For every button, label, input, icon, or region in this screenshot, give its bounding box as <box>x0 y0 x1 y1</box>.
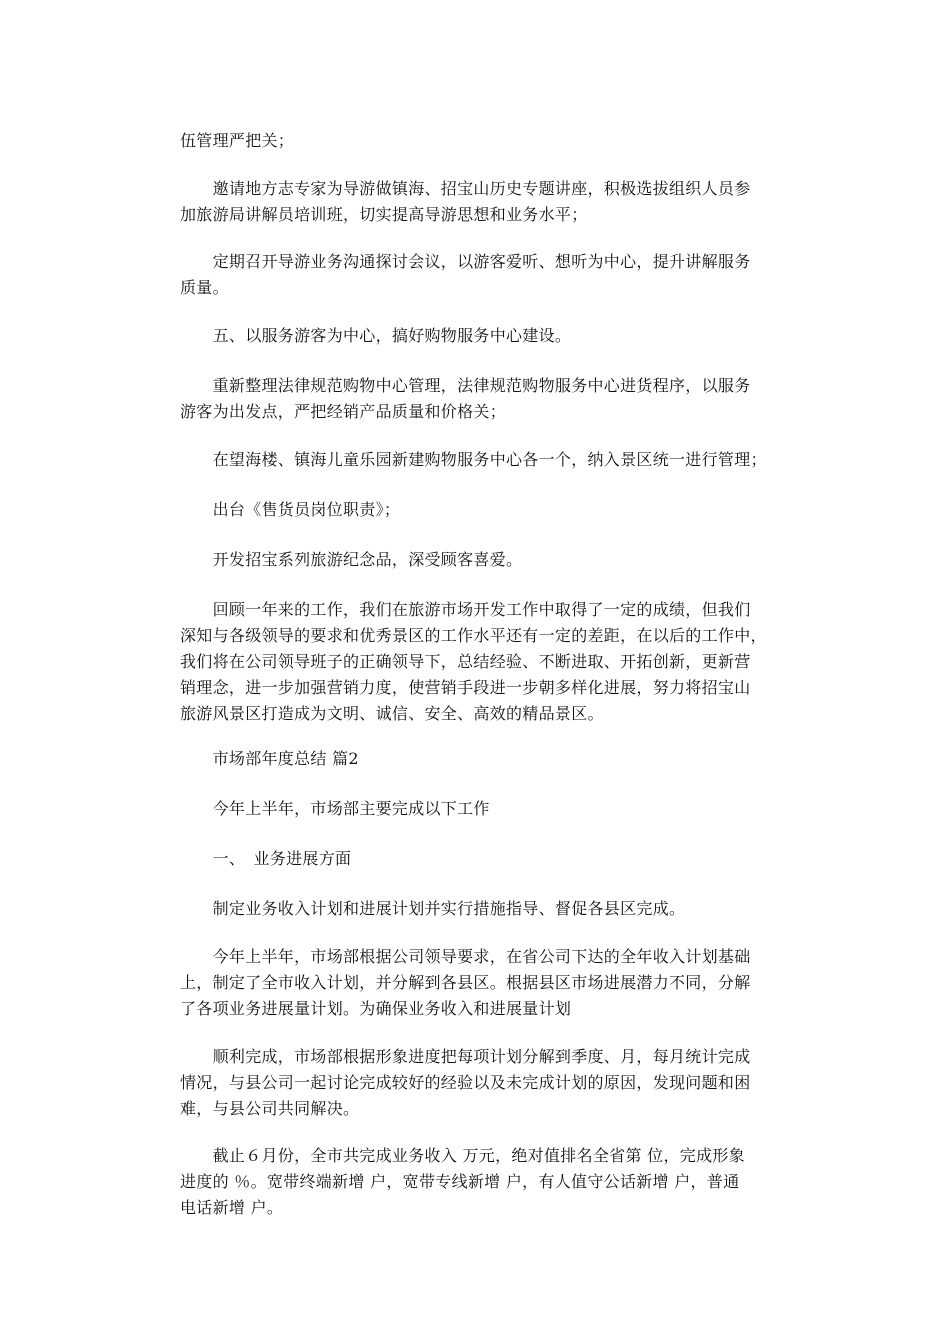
paragraph-8 <box>180 547 780 573</box>
text-line: 重新整理法律规范购物中心管理，法律规范购物服务中心进货程序，以服务 <box>180 376 751 395</box>
paragraph-9 <box>180 597 780 727</box>
text-line: 深知与各级领导的要求和优秀景区的工作水平还有一定的差距，在以后的工作中， <box>180 626 767 645</box>
text-line: 我们将在公司领导班子的正确领导下，总结经验、不断进取、开拓创新，更新营 <box>180 652 751 671</box>
text-line: 难，与县公司共同解决。 <box>180 1099 360 1118</box>
paragraph-6 <box>180 447 780 473</box>
text-line: 了各项业务进展量计划。为确保业务收入和进展量计划 <box>180 999 572 1018</box>
paragraph-16 <box>180 1143 780 1221</box>
section-heading-5 <box>180 323 780 349</box>
text-line: 出台《售货员岗位职责》； <box>180 500 401 519</box>
text-line: 回顾一年来的工作，我们在旅游市场开发工作中取得了一定的成绩，但我们 <box>180 600 751 619</box>
text-line: 上，制定了全市收入计划，并分解到各县区。根据县区市场进展潜力不同，分解 <box>180 973 751 992</box>
section-title <box>180 746 780 772</box>
text-line: 今年上半年，市场部主要完成以下工作 <box>180 799 490 818</box>
paragraph-3 <box>180 249 780 301</box>
paragraph-5 <box>180 373 780 425</box>
text-line: 邀请地方志专家为导游做镇海、招宝山历史专题讲座，积极选拔组织人员参 <box>180 179 751 198</box>
text-line: 市场部年度总结 篇2 <box>180 749 359 768</box>
text-line: 质量。 <box>180 278 229 297</box>
text-line: 在望海楼、镇海儿童乐园新建购物服务中心各一个，纳入景区统一进行管理； <box>180 450 767 469</box>
text-line: 今年上半年，市场部根据公司领导要求，在省公司下达的全年收入计划基础 <box>180 947 751 966</box>
paragraph-14 <box>180 944 780 1022</box>
text-line: 开发招宝系列旅游纪念品，深受顾客喜爱。 <box>180 550 523 569</box>
text-line: 游客为出发点，严把经销产品质量和价格关； <box>180 402 507 421</box>
text-line: 五、以服务游客为中心，搞好购物服务中心建设。 <box>180 326 572 345</box>
section-heading-1 <box>180 846 780 872</box>
text-line: 加旅游局讲解员培训班，切实提高导游思想和业务水平； <box>180 205 588 224</box>
text-line: 一、 业务进展方面 <box>180 849 352 868</box>
paragraph-11 <box>180 796 780 822</box>
paragraph-1 <box>180 128 780 154</box>
text-line: 截止６月份，全市共完成业务收入 万元，绝对值排名全省第 位，完成形象 <box>180 1146 745 1165</box>
paragraph-15 <box>180 1044 780 1122</box>
text-line: 定期召开导游业务沟通探讨会议，以游客爱听、想听为中心，提升讲解服务 <box>180 252 751 271</box>
text-line: 情况，与县公司一起讨论完成较好的经验以及未完成计划的原因，发现问题和困 <box>180 1073 751 1092</box>
text-line: 进度的 ％。宽带终端新增 户，宽带专线新增 户，有人值守公话新增 户，普通 <box>180 1172 740 1191</box>
text-line: 顺利完成，市场部根据形象进度把每项计划分解到季度、月，每月统计完成 <box>180 1047 751 1066</box>
paragraph-7 <box>180 497 780 523</box>
paragraph-2 <box>180 176 780 228</box>
text-line: 旅游风景区打造成为文明、诚信、安全、高效的精品景区。 <box>180 704 604 723</box>
text-line: 制定业务收入计划和进展计划并实行措施指导、督促各县区完成。 <box>180 899 686 918</box>
paragraph-13 <box>180 896 780 922</box>
text-line: 电话新增 户。 <box>180 1198 284 1217</box>
text-line: 伍管理严把关； <box>180 131 295 150</box>
text-line: 销理念，进一步加强营销力度，使营销手段进一步朝多样化进展，努力将招宝山 <box>180 678 751 697</box>
